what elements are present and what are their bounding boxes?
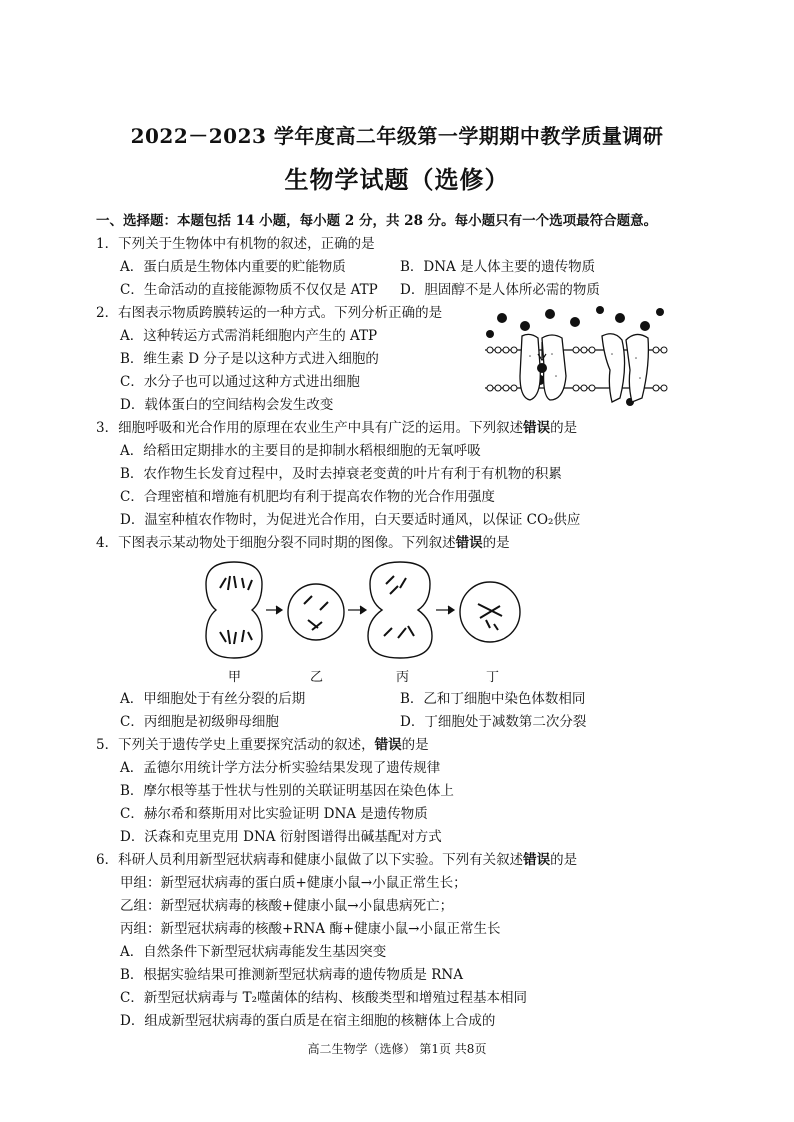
- question-5-option-a: A．孟德尔用统计学方法分析实验结果发现了遗传规律: [120, 760, 441, 776]
- question-1-stem: 1．下列关于生物体中有机物的叙述，正确的是: [96, 236, 375, 252]
- question-6-option-b: B．根据实验结果可推测新型冠状病毒的遗传物质是 RNA: [120, 967, 463, 983]
- figure-label-jia: 甲: [228, 670, 242, 685]
- question-5-option-b: B．摩尔根等基于性状与性别的关联证明基因在染色体上: [120, 783, 454, 799]
- page-subtitle: 生物学试题（选修）: [284, 165, 510, 194]
- section-heading: 一、选择题：本题包括 14 小题，每小题 2 分，共 28 分。每小题只有一个选项最符合题意。: [96, 213, 658, 229]
- question-6-group-bing: 丙组：新型冠状病毒的核酸+RNA 酶+健康小鼠→小鼠正常生长: [120, 921, 501, 937]
- question-4-option-c: C．丙细胞是初级卵母细胞: [120, 714, 279, 730]
- question-6-option-d: D．组成新型冠状病毒的蛋白质是在宿主细胞的核糖体上合成的: [120, 1013, 496, 1029]
- question-4-option-b: B．乙和丁细胞中染色体数相同: [400, 691, 586, 707]
- question-3-option-b: B．农作物生长发育过程中，及时去掉衰老变黄的叶片有利于有机物的积累: [120, 466, 562, 482]
- question-3-option-c: C．合理密植和增施有机肥均有利于提高农作物的光合作用强度: [120, 489, 495, 505]
- figure-label-ding: 丁: [486, 670, 500, 685]
- question-1-option-d: D．胆固醇不是人体所必需的物质: [400, 282, 600, 298]
- question-6-option-a: A．自然条件下新型冠状病毒能发生基因突变: [120, 944, 387, 960]
- question-3-stem: 3．细胞呼吸和光合作用的原理在农业生产中具有广泛的运用。下列叙述错误的是: [96, 420, 578, 436]
- question-5-stem: 5．下列关于遗传学史上重要探究活动的叙述，错误的是: [96, 737, 429, 753]
- question-4-option-a: A．甲细胞处于有丝分裂的后期: [120, 691, 306, 707]
- question-3-option-a: A．给稻田定期排水的主要目的是抑制水稻根细胞的无氧呼吸: [120, 443, 481, 459]
- question-3-option-d: D．温室种植农作物时，为促进光合作用，白天要适时通风，以保证 CO₂供应: [120, 512, 581, 528]
- question-2-option-b: B．维生素 D 分子是以这种方式进入细胞的: [120, 351, 379, 367]
- question-4-stem: 4．下图表示某动物处于细胞分裂不同时期的图像。下列叙述错误的是: [96, 535, 510, 551]
- question-4-option-d: D．丁细胞处于减数第二次分裂: [400, 714, 587, 730]
- cell-division-figure: [200, 558, 560, 662]
- question-5-option-d: D．沃森和克里克用 DNA 衍射图谱得出碱基配对方式: [120, 829, 442, 845]
- question-2-option-c: C．水分子也可以通过这种方式进出细胞: [120, 374, 360, 390]
- page-footer: 高二生物学（选修） 第1页 共8页: [307, 1042, 487, 1056]
- question-5-option-c: C．赫尔希和蔡斯用对比实验证明 DNA 是遗传物质: [120, 806, 428, 822]
- question-6-group-yi: 乙组：新型冠状病毒的核酸+健康小鼠→小鼠患病死亡；: [120, 898, 454, 914]
- question-1-option-c: C．生命活动的直接能源物质不仅仅是 ATP: [120, 282, 378, 298]
- question-6-stem: 6．科研人员利用新型冠状病毒和健康小鼠做了以下实验。下列有关叙述错误的是: [96, 852, 578, 868]
- question-2-stem: 2．右图表示物质跨膜转运的一种方式。下列分析正确的是: [96, 305, 443, 321]
- question-6-option-c: C．新型冠状病毒与 T₂噬菌体的结构、核酸类型和增殖过程基本相同: [120, 990, 528, 1006]
- question-2-option-d: D．载体蛋白的空间结构会发生改变: [120, 397, 334, 413]
- membrane-transport-figure: [480, 306, 670, 416]
- question-1-option-a: A．蛋白质是生物体内重要的贮能物质: [120, 259, 346, 275]
- figure-label-yi: 乙: [310, 670, 324, 685]
- question-1-option-b: B．DNA 是人体主要的遗传物质: [400, 259, 596, 275]
- page-title: 2022－2023 学年度高二年级第一学期期中教学质量调研: [130, 124, 664, 148]
- question-6-group-jia: 甲组：新型冠状病毒的蛋白质+健康小鼠→小鼠正常生长；: [120, 875, 467, 891]
- figure-label-bing: 丙: [396, 670, 410, 685]
- question-2-option-a: A．这种转运方式需消耗细胞内产生的 ATP: [120, 328, 378, 344]
